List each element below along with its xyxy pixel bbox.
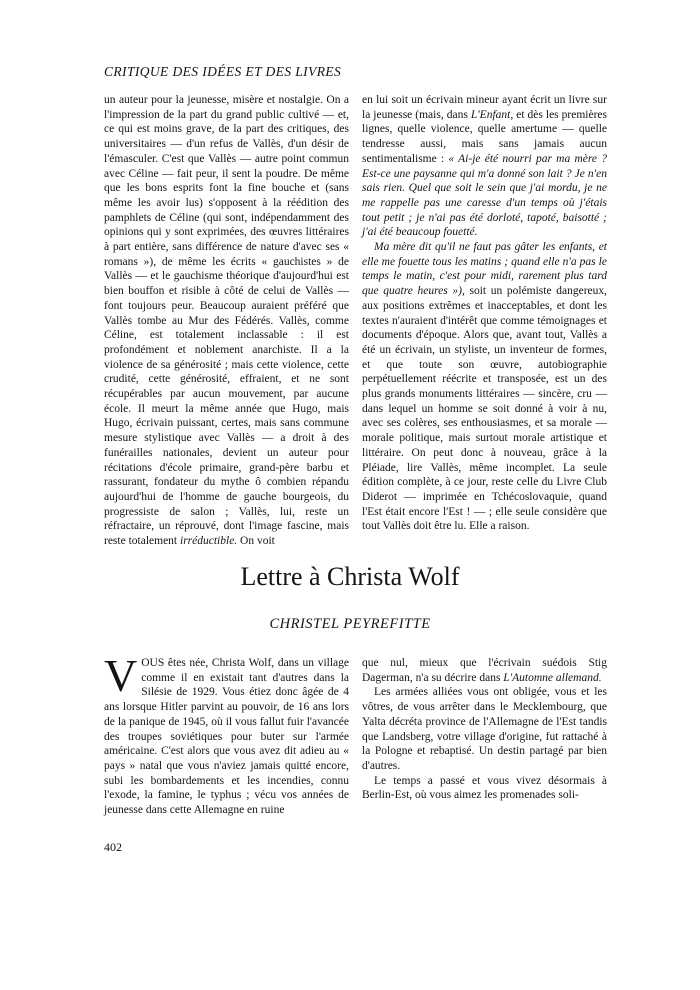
article-paragraph (362, 656, 607, 685)
review-text: et dès les premières lignes, quelle violence, quelle amertume — quelle tendresse aussi, mais sans jamais aucun sentimentalisme : (362, 108, 607, 165)
review-italic: irréductible. (180, 535, 238, 548)
page-number: 402 (104, 840, 122, 854)
quotation: « Ai-je été nourri par ma mère ? Est-ce une paysanne qui m'a donné son lait ? Je n'en sais rien. Quel que soit le sein que j'ai mordu, je ne me rappelle pas une caresse d'un temps où j'étais tout petit ; je n'ai pas été dorloté, tapoté, baisotté ; j'ai été beaucoup fouetté. (362, 152, 607, 239)
article-column-left (104, 650, 349, 818)
review-paragraph (104, 93, 349, 549)
review-text: soit un polémiste dangereux, aux positions extrêmes et inacceptables, et dont les textes n'auraient d'intérêt que comme témoignages et documents d'époque. Alors que, avant tout, Vallès a été un écrivain, un styliste, un inventeur de formes, et que toute son œuvre, autobiographie perpétuellement réécrite et transposée, est un des plus grands monuments littéraires — sincère, cru — dans lequel un homme se soit donné à voir à nu, avec ses colères, ses enthousiasmes, et sa morale — morale politique, mais surtout morale artistique et littéraire. On peut donc à nouveau, grâce à la Pléiade, lire Vallès, même incomplet. La seule édition complète, à ce jour, reste celle du Livre Club Diderot — imprimée en Tchécoslovaquie, quand l'Est était encore l'Est ! — ; elle seule considère que tout Vallès doit être lu. Elle a raison. (362, 285, 607, 533)
running-header: CRITIQUE DES IDÉES ET DES LIVRES (104, 64, 342, 79)
review-paragraph (362, 93, 607, 240)
article-title: Lettre à Christa Wolf (240, 562, 460, 591)
drop-cap: V (104, 650, 138, 701)
quotation: Ma mère dit qu'il ne faut pas gâter les enfants, et elle me fouette tous les matins ; quand elle n'a pas le temps le matin, c'est pour midi, rarement plus tard que quatre heures »), (362, 241, 607, 298)
review-text: en lui soit un écrivain mineur ayant écrit un livre sur la jeunesse (mais, dans (362, 94, 607, 121)
article-text: OUS êtes née, Christa Wolf, dans un village comme il en existait tant d'autres dans la Silésie de 1929. Vous étiez donc âgée de 4 ans lorsque Hitler parvint au pouvoir, de 16 ans lors de la panique de 1945, où il vous fallut fuir l'avancée des troupes soviétiques pour buter sur l'armée américaine. C'est alors que vous avez dit adieu au « pays » natal que vous n'aviez jamais quitté encore, subi les bombardements et les incendies, connu l'exode, la famine, le typhus ; vécu vos années de jeunesse dans cette Allemagne en ruine (104, 657, 349, 817)
article-column-right (362, 656, 607, 803)
article-author: CHRISTEL PEYREFITTE (269, 616, 431, 632)
review-column-left (104, 93, 349, 549)
article-paragraph: Le temps a passé et vous vivez désormais à Berlin-Est, où vous aimez les promenades soli- (362, 774, 607, 802)
article-paragraph (104, 650, 349, 818)
article-text: que nul, mieux que l'écrivain suédois Stig Dagerman, n'a su décrire dans (362, 657, 607, 684)
book-title-automne: L'Automne allemand. (503, 671, 602, 684)
review-column-right (362, 93, 607, 534)
review-paragraph (362, 240, 607, 534)
review-text: un auteur pour la jeunesse, misère et nostalgie. On a l'impression de la part du grand public cultivé — et, ce qui est moins grave, de la part des critiques, des universitaires — d'un refus de Vallès, d'un désir de l'émasculer. C'est que Vallès — autre point commun avec Céline — fait peur, il sent la poudre. De même que les bons esprits font la fine bouche et (sans même les avoir lus) s'opposent à la réédition des pamphlets de Céline (qui sont, indépendamment des opinions qui y sont exprimées, des œuvres littéraires à part entière, sans différence de nature d'avec ses « romans »), de même les écrits « gauchistes » de Vallès — et le gauchisme théorique d'aujourd'hui est bien bouffon et risible à côté de celui de Vallès — font toujours peur. Beaucoup auraient préféré que Vallès tombe au Mur des Fédérés. Vallès, comme Céline, est totalement inclassable : il est profondément et noblement anarchiste. Il a la violence de sa générosité ; mais cette violence, cette crudité, cette générosité, effraient, et ne sont récupérables par aucun mouvement, par aucune école. Il meurt la même année que Hugo, mais Hugo, écrivain puissant, certes, mais sans commune mesure stylistique avec Vallès — a droit à des funérailles nationales, devient un auteur pour récitations d'école primaire, grand-père barbu et rassurant, fondateur du mythe ô combien répandu aujourd'hui de l'homme de gauche bourgeois, du progressiste de salon ; Vallès, lui, reste un réfractaire, un réprouvé, dont l'image fascine, mais reste totalement (104, 94, 349, 548)
review-text-end: On voit (237, 535, 275, 548)
book-title-enfant: L'Enfant, (470, 108, 514, 121)
article-paragraph: Les armées alliées vous ont obligée, vous et les vôtres, de vous arrêter dans le Mecklembourg, que Yalta décréta province de l'Allemagne de l'Est tandis que Landsberg, votre village d'origine, fut rattaché à la Pologne et rebaptisé. Un destin partagé par bien d'autres. (362, 686, 607, 772)
